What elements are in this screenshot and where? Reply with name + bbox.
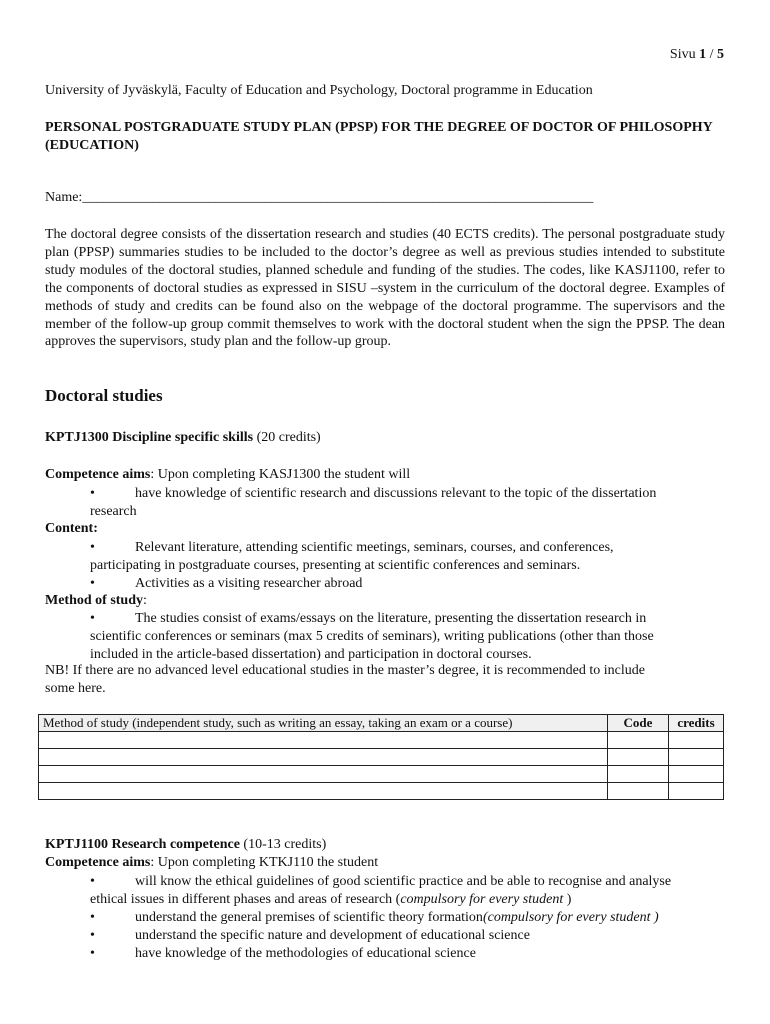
bullet-icon: • xyxy=(90,927,95,943)
bullet-icon: • xyxy=(90,540,95,555)
module1-heading xyxy=(45,430,321,446)
module1-content-label: Content: xyxy=(45,521,98,536)
bullet-text-cont: ethical issues in different phases and areas of research ( xyxy=(90,891,401,907)
module1-method xyxy=(45,593,147,609)
bullet-text-cont: included in the article-based dissertation) and participation in doctoral courses. xyxy=(90,646,532,662)
bullet-text: have knowledge of scientific research and discussions relevant to the topic of the dissertation xyxy=(135,486,657,501)
table-cell[interactable] xyxy=(39,749,608,766)
nb-line-2: some here. xyxy=(45,681,106,696)
bullet-text-italic: compulsory for every student xyxy=(400,891,567,907)
table-header-row xyxy=(39,715,724,732)
page-total: 5 xyxy=(717,47,724,62)
table-row xyxy=(39,749,724,766)
bullet-text-cont: scientific conferences or seminars (max 5 credits of seminars), writing publications (other than those xyxy=(90,628,654,644)
bullet-icon: • xyxy=(90,575,95,591)
document-title: PERSONAL POSTGRADUATE STUDY PLAN (PPSP) FOR THE DEGREE OF DOCTOR OF PHILOSOPHY (EDUCATION) xyxy=(45,120,713,153)
module1-credits: (20 credits) xyxy=(253,430,321,445)
nb-line-1: NB! If there are no advanced level educational studies in the master’s degree, it is recommended to include xyxy=(45,663,645,678)
bullet-icon: • xyxy=(90,611,95,626)
table-row xyxy=(39,783,724,800)
table-cell[interactable] xyxy=(608,783,669,800)
bullet-icon: • xyxy=(90,945,95,961)
table-cell[interactable] xyxy=(669,766,724,783)
bullet-text: Relevant literature, attending scientific meetings, seminars, courses, and conferences, xyxy=(135,540,614,555)
table-cell[interactable] xyxy=(608,749,669,766)
module2-credits: (10-13 credits) xyxy=(239,837,327,852)
table-header-method: Method of study (independent study, such as writing an essay, taking an exam or a course) xyxy=(39,715,608,732)
colon: : xyxy=(143,593,147,608)
module1-method-label: Method of study xyxy=(45,593,144,608)
page-separator: / xyxy=(706,47,717,62)
bullet-text-cont: ) xyxy=(566,891,572,907)
module2-aims-label: Competence aims xyxy=(45,855,151,870)
table-cell[interactable] xyxy=(39,732,608,749)
page-prefix: Sivu xyxy=(669,47,700,62)
module2-aims-bullets xyxy=(90,873,725,963)
module1-method-bullet xyxy=(90,610,725,664)
bullet-text: will know the ethical guidelines of good scientific practice and be able to recognise and analyse xyxy=(135,874,672,889)
module2-aims-text: : Upon completing KTKJ110 the student xyxy=(150,855,379,870)
bullet-text: The studies consist of exams/essays on the literature, presenting the dissertation research in xyxy=(135,611,647,626)
bullet-icon: • xyxy=(90,874,95,889)
table-cell[interactable] xyxy=(608,766,669,783)
bullet-text: understand the specific nature and development of educational science xyxy=(135,927,530,943)
bullet-text-cont: participating in postgraduate courses, presenting at scientific conferences and seminars. xyxy=(90,557,581,573)
institution-line: University of Jyväskylä, Faculty of Education and Psychology, Doctoral programme in Education xyxy=(45,83,593,98)
bullet-text-cont: research xyxy=(90,503,137,519)
module1-content-bullets xyxy=(90,539,725,593)
section-heading: Doctoral studies xyxy=(45,386,163,405)
intro-paragraph: The doctoral degree consists of the dissertation research and studies (40 ECTS credits). The personal postgraduate study plan (PPSP) summaries studies to be included to the doctor’s degree as well as previous studies intended to substitute study modules of the doctoral studies, planned schedule and funding of the studies. The codes, like KASJ1100, refer to the components of doctoral studies as expressed in SISU –system in the curriculum of the doctoral degree. Examples of methods of study and credits can be found also on the webpage of the doctoral programme. The supervisors and the member of the follow-up group commit themselves to work with the doctoral student when the sign the PPSP. The dean approves the supervisors, study plan and the follow-up group. xyxy=(45,227,725,350)
bullet-text-italic: (compulsory for every student ) xyxy=(482,909,659,925)
module2-aims xyxy=(45,855,378,871)
bullet-text: Activities as a visiting researcher abroad xyxy=(135,575,363,591)
table-header-code: Code xyxy=(608,715,669,732)
page-number xyxy=(670,47,724,63)
table-cell[interactable] xyxy=(669,749,724,766)
module1-aims-bullet xyxy=(90,485,725,521)
bullet-icon: • xyxy=(90,909,95,925)
module1-aims-label: Competence aims xyxy=(45,467,151,482)
table-row xyxy=(39,732,724,749)
bullet-icon: • xyxy=(90,486,95,501)
table-cell[interactable] xyxy=(608,732,669,749)
table-cell[interactable] xyxy=(39,766,608,783)
bullet-text: have knowledge of the methodologies of educational science xyxy=(135,945,476,961)
module2-title: KPTJ1100 Research competence xyxy=(45,837,240,852)
bullet-text: understand the general premises of scientific theory formation xyxy=(135,909,483,925)
table-header-credits: credits xyxy=(669,715,724,732)
study-table xyxy=(38,714,724,800)
module1-aims-text: : Upon completing KASJ1300 the student will xyxy=(150,467,411,482)
module2-heading xyxy=(45,837,326,853)
page-current: 1 xyxy=(699,47,707,62)
table-cell[interactable] xyxy=(39,783,608,800)
table-cell[interactable] xyxy=(669,783,724,800)
module1-aims xyxy=(45,467,410,483)
table-cell[interactable] xyxy=(669,732,724,749)
table-row xyxy=(39,766,724,783)
name-field[interactable]: Name:_________________________________________________________________________ xyxy=(45,190,594,205)
module1-title: KPTJ1300 Discipline specific skills xyxy=(45,430,254,445)
